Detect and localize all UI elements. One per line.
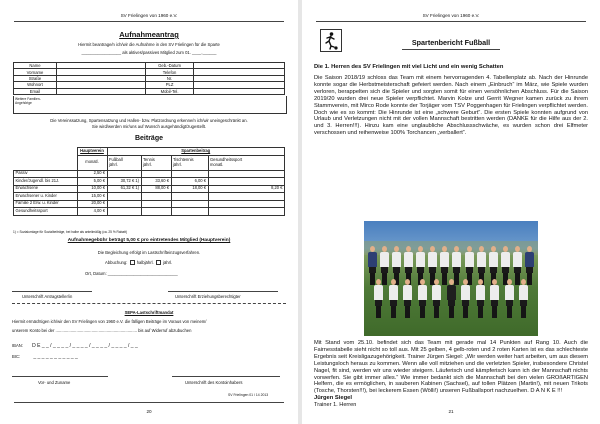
- family-members-box: [13, 96, 287, 114]
- fees-value: [171, 170, 208, 178]
- fees-value: 5,00 €: [77, 178, 107, 186]
- fees-head-sparten: Spartenbeitrag: [107, 148, 285, 156]
- player-figure: [403, 279, 412, 323]
- fees-row: [14, 200, 285, 208]
- player-figure: [490, 279, 499, 323]
- name-line: [12, 376, 108, 377]
- fees-footnote: 1) = Sozialumlage für Sozialbeiträge, bei halbe als anteilmäßig (ca. 25 % Rabatt): [13, 230, 128, 234]
- fees-value: 2,50 €: [77, 170, 107, 178]
- page-number-right: 21: [448, 409, 454, 414]
- fees-head-gesundheit: Gesundheitssport monatl.: [208, 155, 285, 170]
- fees-value: [141, 208, 171, 216]
- fees-category: Erwachsener u. Kinder: [14, 193, 78, 201]
- fees-value: 88,00 €: [141, 185, 171, 193]
- fees-value: [141, 170, 171, 178]
- form-version: SV Frielingen 01 / 14 2013: [228, 393, 269, 397]
- fees-value: [171, 193, 208, 201]
- fees-row: [14, 178, 285, 186]
- fees-value: 30,72 € 1): [107, 178, 141, 186]
- sig-line-left: [12, 291, 92, 292]
- fees-category: Kinder/Jugendl. bis 21J.: [14, 178, 78, 186]
- fees-value: 10,00 €: [77, 185, 107, 193]
- iban-field[interactable]: D E _ _ / _ _ _ _ / _ _ _ _ / _ _ _ _ / _ _ _ _ / _ _: [32, 343, 138, 349]
- admission-fee: Aufnahmegebühr beträgt 5,00 € pro eintretendes Mitglied (Hauptverein): [67, 238, 231, 243]
- account-sig-line: [172, 376, 280, 377]
- fees-value: [208, 178, 285, 186]
- fees-row: [14, 193, 285, 201]
- intro-line-1: Hiermit beantrage/n ich/wir die Aufnahme in den SV Frielingen für die Sparte: [78, 42, 220, 47]
- fees-category: Gesundheitssport: [14, 208, 78, 216]
- personal-data-table: [13, 62, 285, 95]
- report-headline: Die 1. Herren des SV Frielingen mit viel Licht und ein wenig Schatten: [314, 64, 504, 70]
- statute-note-1: Die Vereinssatzung, Spartensatzung und Hallen- bzw. Platzordnung erkenne/n ich/wir uneingeschränkt an.: [50, 118, 248, 123]
- footer-rule-left: [14, 402, 284, 403]
- family-members-label: Weitere Familien- Angehörige: [15, 97, 41, 105]
- cut-line: [12, 303, 286, 304]
- debit-options: [105, 260, 172, 265]
- fees-value: [208, 208, 285, 216]
- fees-head-monatl: monatl.: [77, 155, 107, 170]
- form-row: [14, 88, 285, 94]
- fees-category: Passiv: [14, 170, 78, 178]
- form-label: Name: [14, 63, 57, 69]
- fees-value: 6,00 €: [171, 178, 208, 186]
- left-page: [0, 0, 298, 424]
- halfyear-label: halbjährl.: [136, 260, 154, 265]
- fees-head-hauptverein: Hauptverein: [77, 148, 107, 156]
- fees-value: 20,00 €: [77, 200, 107, 208]
- payment-method: Die Begleichung erfolgt im Lastschrifteinzugsverfahren.: [97, 250, 201, 255]
- player-figure: [389, 279, 398, 323]
- player-figure: [418, 279, 427, 323]
- form-field[interactable]: [194, 88, 285, 94]
- iban-label: IBAN:: [12, 343, 23, 348]
- form-label: Mobil-Tel.: [145, 88, 193, 94]
- player-figure: [476, 279, 485, 323]
- player-figure: [447, 279, 456, 323]
- account-sig-label: Unterschrift des Kontoinhabers: [185, 380, 243, 385]
- fees-value: [208, 193, 285, 201]
- fees-table: [13, 147, 285, 216]
- form-label: Email: [14, 88, 57, 94]
- right-header: SV Frielingen von 1960 e.V.: [422, 13, 480, 18]
- player-figure: [374, 279, 383, 323]
- name-label: Vor- und Zuname: [38, 380, 71, 385]
- team-photo: [364, 221, 538, 336]
- fees-head-tischtennis: Tischtennis jährl.: [171, 155, 208, 170]
- fees-value: 33,60 €: [141, 178, 171, 186]
- place-date-line: Ort, Datum: ______________________________: [85, 271, 178, 276]
- sig-guardian: Unterschrift Erziehungsberechtigter: [175, 294, 241, 299]
- fees-value: [208, 200, 285, 208]
- report-paragraph-1: Die Saison 2018/19 schloss das Team mit einem hervorragenden 4. Tabellenplatz ab. Nach der Hinrunde konnte sogar die Herbstmeisterschaft gefeiert werden. Nach einem „Einbruch“ im März, wie Spiele wurden verloren, berappelten sich die Spieler und sorgten somit für einen versöhnlichen Abschluss. Für die Saison 2019/20 wurden drei neue Spieler verpflichtet. Marvin Kolze und Gerrit Wegner kamen zurück zu ihrem Stammverein, mit Mirco Rode konnte der Torjäger vom TSV Poggenhagen für Frielingen verpflichtet werden. Doch wie es so kommt: Die Hinrunde ist eine „schwere Geburt“. Die ersten Spiele konnten aufgrund von Urlaub und Verletzungen nicht mit der vollen Mannschaft bestritten werden (DANKE für die Hilfe aus der 2. und 3. Herren!!!). Hinzu kam eine unglaubliche Abschlussschwäche, es wurden schon drei Elfmeter verschossen und reihenweise 100% Torchancen „verballert“.: [314, 75, 588, 137]
- left-header: SV Frielingen von 1960 e.V.: [120, 13, 178, 18]
- fees-value: [107, 208, 141, 216]
- fees-row: [14, 208, 285, 216]
- form-label: Geb.-Datum: [145, 63, 193, 69]
- form-title: Aufnahmeantrag: [119, 30, 179, 39]
- player-figure: [519, 279, 528, 323]
- year-checkbox[interactable]: [156, 260, 161, 265]
- right-page: [302, 0, 600, 424]
- fees-value: [107, 193, 141, 201]
- form-label: Telefon: [145, 69, 193, 75]
- bic-field[interactable]: _ _ _ _ _ _ _ _ _ _ _: [33, 354, 78, 360]
- sepa-title: SEPA-Lastschriftmandat: [124, 310, 174, 315]
- sepa-text-2: unserem Konto bei der ...................................................................... bis auf Widerruf abzubuchen: [12, 328, 192, 333]
- fees-value: [171, 200, 208, 208]
- form-label: PLZ: [145, 82, 193, 88]
- author-role: Trainer 1. Herren: [314, 402, 357, 408]
- fees-value: 4,00 €: [77, 208, 107, 216]
- fees-category: Erwachsene: [14, 185, 78, 193]
- section-title-rule: [402, 49, 500, 50]
- fees-value: [208, 170, 285, 178]
- fees-head-tennis: Tennis jährl.: [141, 155, 171, 170]
- fees-title: Beiträge: [134, 135, 163, 142]
- player-figure: [505, 279, 514, 323]
- header-rule: [14, 21, 284, 22]
- fees-row: [14, 170, 285, 178]
- sepa-text-1: Hiermit ermächtigen ich/wir den SV Frielingen von 1960 e.V. die fälligen Beiträge im Voraus von meinem/: [12, 319, 207, 324]
- page-number-left: 20: [146, 409, 152, 414]
- report-paragraph-2: Mit Stand vom 25.10. befindet sich das Team mit gerade mal 14 Punkten auf Rang 10. Auch die Fairnesstabelle sieht nicht so toll aus. Mit 25 gelben, 4 gelb-roten und 2 roten Karten ist es das schlechteste Ergebnis seit Kreisligazugehörigkeit. Trainer Jürgen Siegel: „Wir werden weiter hart arbeiten, um aus diesem Leistungsloch heraus zu kommen. Wenn alle voll mitziehen und die verletzten Spieler, insbesondere Christel Nagel, fit sind, werden wir uns wieder steigern. Läuferisch und kämpferisch kann ich der Mannschaft nichts vorwerfen. Sie gibt immer alles.“ Wie immer bedankt sich die Mannschaft bei den vielen GROßARTIGEN Helfern, die es ermöglichen, in sauberen Kabinen (Sachsel), auf tollen Plätzen (Martin!), mit neuen Trikots (Tosche, Thorsten!!!), bei leckerem Essen (Wölli!) unseren Fußballsport nachzuelhen. D A N K E !!!: [314, 340, 588, 395]
- form-label: Nr.: [145, 75, 193, 81]
- section-title: Spartenbericht Fußball: [411, 38, 491, 47]
- fees-value: 18,00 €: [171, 185, 208, 193]
- fees-category: Familie 2 Erw. u. Kinder: [14, 200, 78, 208]
- sig-line-right: [168, 291, 278, 292]
- fees-value: 15,00 €: [77, 193, 107, 201]
- statute-note-2: Sie wird/werden mir/uns auf Wunsch ausgehändigt/zugestellt.: [91, 124, 207, 129]
- halfyear-checkbox[interactable]: [130, 260, 135, 265]
- fees-value: [141, 193, 171, 201]
- fees-head-fussball: Fußball jährl.: [107, 155, 141, 170]
- form-label: Wohnort: [14, 82, 57, 88]
- year-label: jährl.: [163, 260, 173, 265]
- fees-value: 61,32 € 1): [107, 185, 141, 193]
- fees-value: [141, 200, 171, 208]
- form-label: Vorname: [14, 69, 57, 75]
- form-label: Straße: [14, 75, 57, 81]
- fees-value: 8,20 €: [208, 185, 285, 193]
- iban-row: [12, 343, 138, 349]
- header-rule-right: [316, 21, 586, 22]
- sig-applicant: Unterschrift Antragsteller/in: [22, 294, 73, 299]
- author-name: Jürgen Siegel: [314, 395, 353, 401]
- fees-value: [107, 170, 141, 178]
- fees-row: [14, 185, 285, 193]
- bic-row: [12, 354, 78, 360]
- bic-label: BIC:: [12, 354, 21, 359]
- intro-line-2: _________________ als aktives/passives Mitglied zum 01. ____.______: [81, 50, 217, 55]
- fees-value: [171, 208, 208, 216]
- player-figure: [432, 279, 441, 323]
- player-figure: [461, 279, 470, 323]
- debit-label: Abbuchung:: [105, 260, 128, 265]
- form-field[interactable]: [56, 88, 145, 94]
- fees-value: [107, 200, 141, 208]
